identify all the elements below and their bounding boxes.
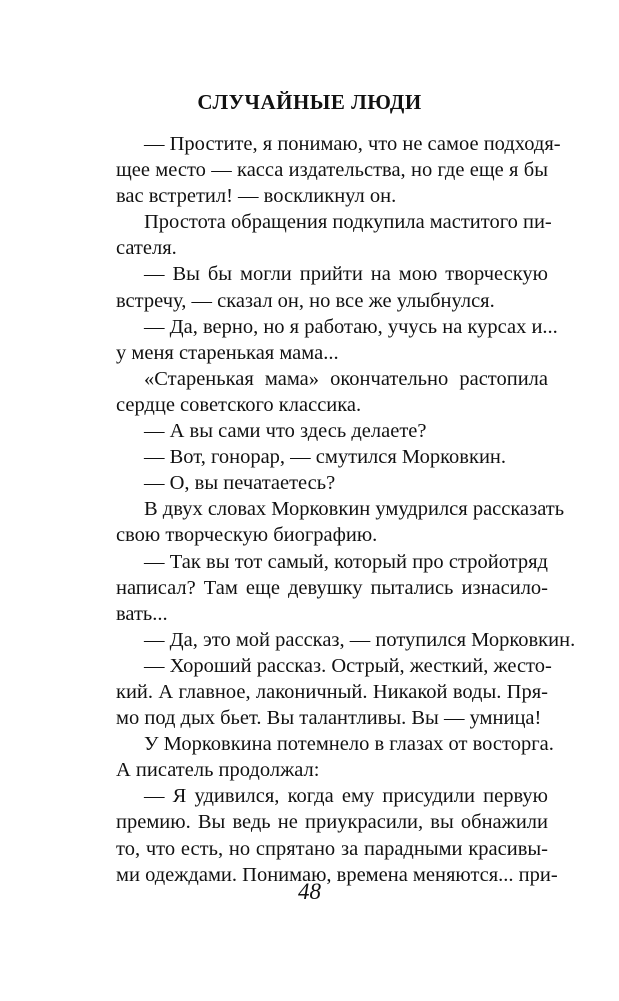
text-line: — Вот, гонорар, — смутился Морковкин. (144, 446, 507, 469)
running-head: СЛУЧАЙНЫЕ ЛЮДИ (197, 90, 422, 114)
text-line: — Вы бы могли прийти на мою творческую (144, 263, 548, 286)
text-line: — Так вы тот самый, который про стройотряд (144, 550, 548, 573)
text-line: — А вы сами что здесь делаете? (144, 420, 427, 443)
body-text (116, 131, 576, 888)
text-line: вать... (116, 602, 168, 625)
text-line: Простота обращения подкупила маститого пи- (144, 211, 552, 234)
text-line: сердце советского классика. (116, 393, 362, 416)
page-number: 48 (298, 879, 321, 904)
text-line: «Старенькая мама» окончательно растопила (144, 367, 548, 390)
text-line: — Простите, я понимаю, что не самое подходя- (144, 133, 561, 155)
text-line: написал? Там еще девушку пытались изнасило- (116, 576, 548, 599)
text-line: щее место — касса издательства, но где еще я бы (116, 159, 548, 182)
text-line: — Да, верно, но я работаю, учусь на курсах и... (144, 315, 558, 338)
text-line: А писатель продолжал: (116, 759, 320, 782)
text-line: премию. Вы ведь не приукрасили, вы обнажили (116, 811, 548, 834)
text-line: У Морковкина потемнело в глазах от восторга. (144, 733, 554, 756)
text-line: мо под дых бьет. Вы талантливы. Вы — умница! (116, 707, 542, 730)
text-line: то, что есть, но спрятано за парадными красивы- (116, 837, 548, 860)
text-line: — О, вы печатаетесь? (144, 472, 336, 495)
text-line: свою творческую биографию. (116, 524, 378, 547)
text-line: встречу, — сказал он, но все же улыбнулся. (116, 289, 495, 312)
text-line: — Да, это мой рассказ, — потупился Морковкин. (144, 628, 576, 651)
text-line: у меня старенькая мама... (116, 341, 339, 364)
text-line: вас встретил! — воскликнул он. (116, 185, 397, 208)
text-line: В двух словах Морковкин умудрился рассказать (144, 498, 565, 521)
text-line: — Хороший рассказ. Острый, жесткий, жесто- (144, 654, 552, 677)
text-line: ми одеждами. Понимаю, времена меняются... при- (116, 863, 558, 886)
text-line: — Я удивился, когда ему присудили первую (144, 785, 548, 808)
text-line: сателя. (116, 237, 177, 260)
text-line: кий. А главное, лаконичный. Никакой воды. Пря- (116, 680, 548, 703)
